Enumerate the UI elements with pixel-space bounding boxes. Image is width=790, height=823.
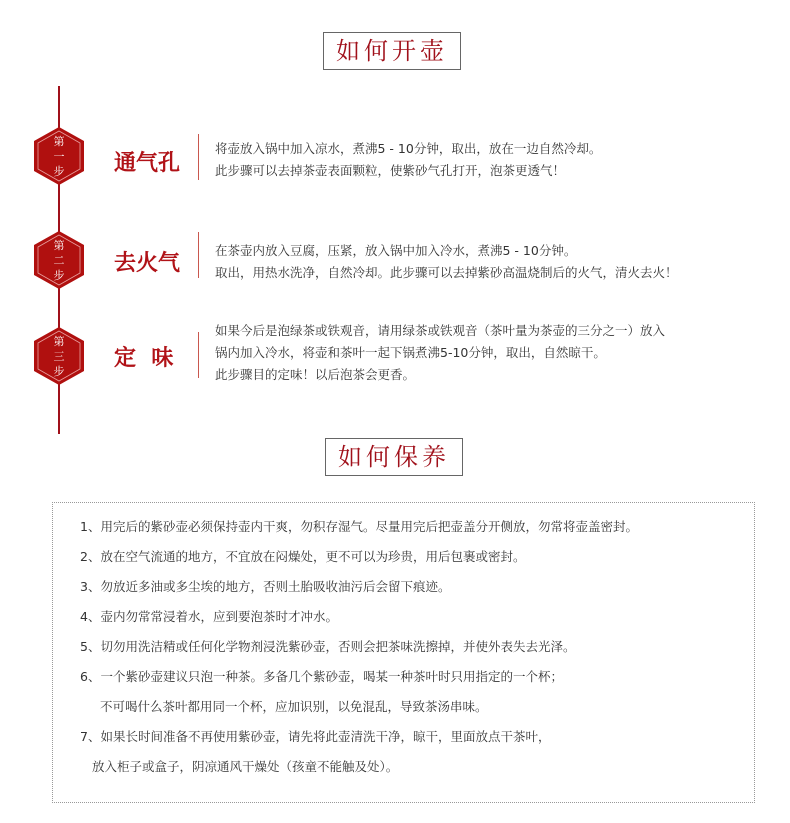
step-badge-2: [32, 230, 86, 290]
care-item: 7、如果长时间准备不再使用紫砂壶，请先将此壶清洗干净，晾干，里面放点干茶叶，: [80, 729, 551, 744]
badge-char: 第: [53, 239, 65, 252]
section-title-care: 如何保养: [325, 438, 463, 476]
badge-char: 二: [53, 254, 65, 267]
care-item: 3、勿放近多油或多尘埃的地方，否则土胎吸收油污后会留下痕迹。: [80, 579, 451, 594]
step-line: 取出，用热水洗净，自然冷却。此步骤可以去掉紫砂高温烧制后的火气，清火去火！: [215, 265, 678, 280]
step-badge-3: [32, 326, 86, 386]
step-line: 将壶放入锅中加入凉水，煮沸5 - 10分钟，取出，放在一边自然冷却。: [215, 141, 602, 156]
step-title-3: 定 味: [114, 346, 174, 371]
care-item: 2、放在空气流通的地方，不宜放在闷燥处，更不可以为珍贵，用后包裹或密封。: [80, 549, 526, 564]
care-item: 5、切勿用洗洁精或任何化学物剂浸洗紫砂壶，否则会把茶味洗擦掉，并使外表失去光泽。: [80, 639, 576, 654]
step-text-2: [215, 240, 678, 284]
badge-char: 第: [53, 335, 65, 348]
step-badge-1: [32, 126, 86, 186]
care-item: 6、一个紫砂壶建议只泡一种茶。多备几个紫砂壶，喝某一种茶叶时只用指定的一个杯；: [80, 669, 563, 684]
badge-char: 一: [53, 150, 65, 163]
step-line: 此步骤目的定味！以后泡茶会更香。: [215, 367, 416, 382]
care-item: 1、用完后的紫砂壶必须保持壶内干爽，勿积存湿气。尽量用完后把壶盖分开侧放，勿常将壶盖密封。: [80, 519, 638, 534]
badge-char: 步: [53, 165, 65, 178]
section-title-open-pot: 如何开壶: [323, 32, 461, 70]
step-line: 在茶壶内放入豆腐，压紧，放入锅中加入冷水，煮沸5 - 10分钟。: [215, 243, 577, 258]
badge-char: 步: [53, 365, 65, 378]
care-list: [80, 515, 638, 785]
step-divider: [198, 332, 199, 378]
badge-char: 步: [53, 269, 65, 282]
step-line: 如果今后是泡绿茶或铁观音，请用绿茶或铁观音（茶叶量为茶壶的三分之一）放入: [215, 323, 666, 338]
care-item: 4、壶内勿常常浸着水，应到要泡茶时才冲水。: [80, 609, 338, 624]
step-text-1: [215, 138, 601, 182]
step-text-3: [215, 320, 665, 386]
step-divider: [198, 232, 199, 278]
care-item-continuation: 不可喝什么茶叶都用同一个杯，应加识别，以免混乱，导致茶汤串味。: [100, 699, 488, 714]
step-line: 此步骤可以去掉茶壶表面颗粒，使紫砂气孔打开，泡茶更透气！: [215, 163, 566, 178]
step-line: 锅内加入冷水，将壶和茶叶一起下锅煮沸5-10分钟，取出，自然晾干。: [215, 345, 606, 360]
badge-char: 三: [53, 350, 65, 363]
badge-char: 第: [53, 135, 65, 148]
step-title-1: 通气孔: [114, 151, 181, 176]
care-item-continuation: 放入柜子或盒子，阴凉通风干燥处（孩童不能触及处）。: [92, 759, 399, 774]
step-divider: [198, 134, 199, 180]
step-title-2: 去火气: [114, 251, 181, 276]
